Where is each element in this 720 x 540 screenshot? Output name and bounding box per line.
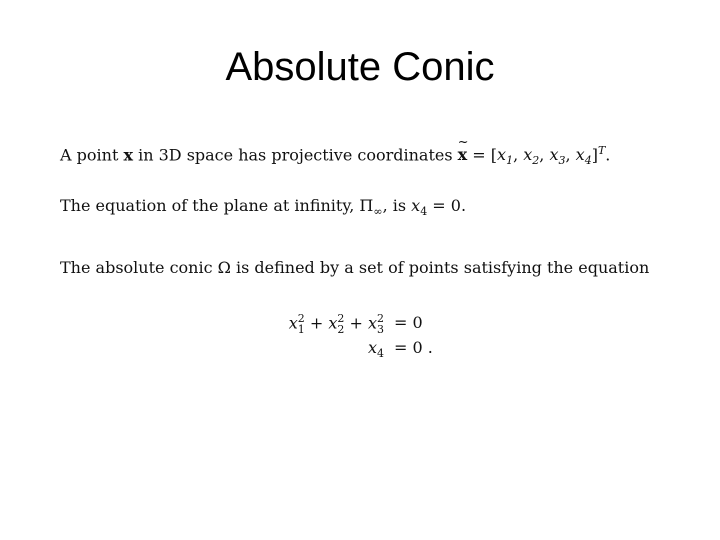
equation-2-lhs: $x_4$ [367, 338, 384, 361]
p2-prefix: The equation of the plane at infinity, Π [60, 196, 374, 215]
p1-close-bracket: ] [591, 145, 598, 165]
paragraph-projective-coordinates: A point x in 3D space has projective coordinates ~ $x = [x_1$, $x_2$, $x_3$, $x_4]^T$. [60, 140, 610, 173]
p2-mid: , is [382, 196, 412, 215]
p1-prefix: A point [60, 145, 124, 165]
equation-1-lhs: $x^2_1 + x^2_2 + x^2_3$ [288, 312, 384, 336]
tilde-x-letter: x [457, 145, 468, 165]
coord-x2: $x_2$ [523, 145, 540, 168]
p1-equals: = [ [467, 145, 498, 165]
equation-row-1 [272, 312, 433, 338]
coord-x1: $x_1$ [497, 145, 514, 168]
p3-rest: is defined by a set of points satisfying the equation [230, 258, 650, 277]
paragraph-absolute-conic [60, 257, 649, 279]
p2-var: x [411, 196, 421, 215]
p1-mid: in 3D space has projective coordinates [133, 145, 458, 165]
p3-prefix: The absolute conic Ω [60, 258, 231, 277]
tilde-mark: ~ [457, 135, 469, 151]
equation-block [272, 312, 433, 364]
p1-point-symbol: x [123, 145, 133, 165]
p2-rhs: = 0. [427, 196, 467, 215]
slide-title: Absolute Conic [225, 45, 495, 89]
equation-1-rhs: = 0 [394, 313, 423, 333]
equation-row-2 [272, 338, 433, 364]
p1-transpose: T [597, 144, 606, 157]
p1-tilde-x-symbol [457, 135, 469, 166]
p2-infinity-sub: ∞ [373, 205, 383, 219]
paragraph-plane-at-infinity [60, 195, 466, 223]
coord-x3: $x_3$ [549, 145, 566, 168]
p1-end: . [605, 145, 611, 165]
p2-var-sub: 4 [420, 205, 428, 219]
coord-x4: $x_4$ [575, 145, 592, 168]
equation-2-rhs: = 0 . [394, 338, 433, 357]
